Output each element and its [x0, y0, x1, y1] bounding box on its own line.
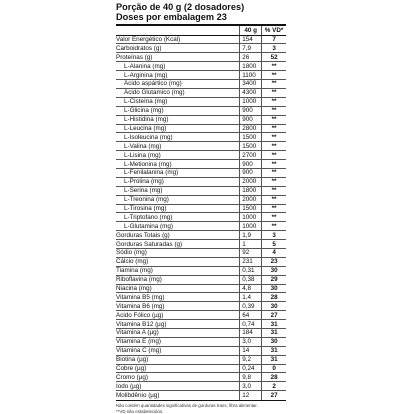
- nutrient-amount: 3,0: [239, 382, 261, 390]
- nutrient-name: Cobre (µg): [116, 364, 147, 372]
- nutrient-name: Sódio (mg): [116, 249, 147, 257]
- table-row: [116, 187, 286, 196]
- nutrient-name: Iodo (µg): [116, 382, 142, 390]
- nutrient-amount: 1000: [239, 98, 261, 106]
- nutrient-rows: [116, 36, 286, 401]
- nutrient-amount: 0,31: [239, 267, 261, 275]
- table-row: [116, 36, 286, 45]
- nutrient-vd: 3: [261, 44, 286, 52]
- nutrient-vd: **: [261, 71, 286, 79]
- nutrient-name: L-Fenilalanina (mg): [124, 169, 179, 177]
- nutrient-amount: 64: [239, 311, 261, 319]
- nutrient-name: Tiamina (mg): [116, 267, 153, 275]
- nutrient-name: L-Leucina (mg): [124, 124, 167, 132]
- nutrient-amount: 1: [239, 240, 261, 248]
- nutrient-vd: **: [261, 178, 286, 186]
- nutrient-name: Vitamina E (mg): [116, 338, 162, 346]
- table-row: [116, 338, 286, 347]
- nutrient-vd: **: [261, 80, 286, 88]
- nutrient-name: Gorduras Totais (g): [116, 231, 170, 239]
- nutrient-vd: 2: [261, 382, 286, 390]
- nutrient-amount: 12: [239, 391, 261, 400]
- nutrient-name: L-Glicina (mg): [124, 107, 164, 115]
- nutrient-vd: **: [261, 125, 286, 133]
- nutrient-amount: 0,74: [239, 320, 261, 328]
- nutrient-vd: 0: [261, 365, 286, 373]
- table-row: [116, 382, 286, 391]
- nutrient-vd: **: [261, 222, 286, 230]
- nutrient-vd: **: [261, 169, 286, 177]
- nutrient-name: Vitamina A (µg): [116, 329, 159, 337]
- nutrient-vd: **: [261, 107, 286, 115]
- nutrient-vd: **: [261, 213, 286, 221]
- nutrient-vd: 30: [261, 338, 286, 346]
- table-row: [116, 347, 286, 356]
- nutrient-amount: 0,39: [239, 302, 261, 310]
- nutrient-amount: 900: [239, 160, 261, 168]
- nutrient-name: L-Histidina (mg): [124, 116, 169, 124]
- nutrient-amount: 1,9: [239, 231, 261, 239]
- nutrient-name: Niacina (mg): [116, 284, 152, 292]
- nutrient-amount: 4,8: [239, 285, 261, 293]
- nutrient-vd: **: [261, 98, 286, 106]
- nutrient-vd: 30: [261, 267, 286, 275]
- table-row: [116, 293, 286, 302]
- nutrient-name: L-Prolina (mg): [124, 178, 164, 186]
- nutrient-name: Carboidratos (g): [116, 44, 162, 52]
- table-row: [116, 125, 286, 134]
- nutrient-vd: 31: [261, 347, 286, 355]
- nutrient-vd: **: [261, 89, 286, 97]
- table-row: [116, 231, 286, 240]
- nutrient-name: L-Triptofano (mg): [124, 213, 173, 221]
- nutrient-name: L-Metionina (mg): [124, 160, 172, 168]
- footnote-trans-fat: Não contém quantidades significativas de gorduras trans, fibra alimentar.: [116, 403, 258, 409]
- nutrient-vd: **: [261, 205, 286, 213]
- nutrient-name: L-Isoleucina (mg): [124, 133, 173, 141]
- table-row: [116, 53, 286, 62]
- nutrient-vd: 29: [261, 276, 286, 284]
- table-row: [116, 89, 286, 98]
- table-row: [116, 222, 286, 231]
- table-row: [116, 320, 286, 329]
- table-row: [116, 80, 286, 89]
- table-row: [116, 169, 286, 178]
- nutrient-vd: 28: [261, 373, 286, 381]
- nutrient-amount: 900: [239, 169, 261, 177]
- nutrient-vd: **: [261, 142, 286, 150]
- table-row: [116, 373, 286, 382]
- footnote-vd: **VD não estabelecidos.: [116, 408, 164, 414]
- table-row: [116, 311, 286, 320]
- nutrient-vd: 52: [261, 53, 286, 61]
- nutrient-vd: 4: [261, 249, 286, 257]
- nutrient-amount: 2000: [239, 196, 261, 204]
- nutrient-amount: 1800: [239, 187, 261, 195]
- header-vd-cell: % VD*: [261, 26, 286, 35]
- nutrient-vd: **: [261, 160, 286, 168]
- nutrient-amount: 14: [239, 347, 261, 355]
- nutrient-amount: 1500: [239, 142, 261, 150]
- table-row: [116, 62, 286, 71]
- nutrient-amount: 1500: [239, 205, 261, 213]
- nutrient-name: L-Serina (mg): [124, 187, 163, 195]
- table-row: [116, 98, 286, 107]
- serving-size-heading: Porção de 40 g (2 dosadores): [116, 2, 245, 12]
- nutrient-amount: 184: [239, 329, 261, 337]
- table-row: [116, 329, 286, 338]
- nutrient-amount: 1800: [239, 62, 261, 70]
- table-row: [116, 267, 286, 276]
- table-row: [116, 302, 286, 311]
- nutrient-amount: 26: [239, 53, 261, 61]
- nutrient-name: Ácido Fólico (µg): [116, 311, 164, 319]
- table-row: [116, 196, 286, 205]
- nutrient-amount: 3,0: [239, 338, 261, 346]
- nutrient-amount: 9,8: [239, 373, 261, 381]
- nutrient-amount: 7,9: [239, 44, 261, 52]
- nutrient-amount: 4300: [239, 89, 261, 97]
- table-row: [116, 365, 286, 374]
- nutrient-name: Vitamina B5 (mg): [116, 293, 165, 301]
- table-row: [116, 213, 286, 222]
- nutrient-amount: 1100: [239, 71, 261, 79]
- table-row: [116, 44, 286, 53]
- nutrient-vd: 5: [261, 240, 286, 248]
- nutrient-vd: 3: [261, 231, 286, 239]
- nutrient-vd: **: [261, 62, 286, 70]
- table-row: [116, 391, 286, 400]
- nutrient-vd: 31: [261, 329, 286, 337]
- nutrient-amount: 0,38: [239, 276, 261, 284]
- table-row: [116, 249, 286, 258]
- nutrient-amount: 1000: [239, 222, 261, 230]
- nutrient-name: L-Tirosina (mg): [124, 204, 167, 212]
- nutrient-amount: 2000: [239, 178, 261, 186]
- nutrient-amount: 92: [239, 249, 261, 257]
- nutrient-amount: 900: [239, 107, 261, 115]
- nutrient-name: Valor Energético (Kcal): [116, 36, 181, 44]
- nutrient-name: Vitamina B12 (µg): [116, 320, 167, 328]
- nutrient-amount: 231: [239, 258, 261, 266]
- table-header-row: [116, 26, 286, 36]
- table-row: [116, 356, 286, 365]
- nutrition-table: [116, 24, 286, 401]
- nutrient-name: Cálcio (mg): [116, 258, 149, 266]
- nutrient-name: Vitamina C (mg): [116, 347, 162, 355]
- table-row: [116, 276, 286, 285]
- nutrient-name: L-Valina (mg): [124, 142, 162, 150]
- nutrient-amount: 1500: [239, 133, 261, 141]
- nutrient-vd: **: [261, 151, 286, 159]
- nutrient-name: L-Treonina (mg): [124, 196, 169, 204]
- nutrient-name: Biotina (µg): [116, 356, 149, 364]
- table-row: [116, 205, 286, 214]
- nutrient-vd: 7: [261, 36, 286, 44]
- nutrient-amount: 2700: [239, 151, 261, 159]
- nutrient-vd: 28: [261, 293, 286, 301]
- nutrient-name: Molibdênio (µg): [116, 392, 160, 400]
- nutrient-amount: 1000: [239, 213, 261, 221]
- nutrient-vd: **: [261, 196, 286, 204]
- nutrient-vd: **: [261, 187, 286, 195]
- table-row: [116, 107, 286, 116]
- header-amount-cell: 40 g: [239, 26, 261, 35]
- nutrient-amount: 900: [239, 116, 261, 124]
- nutrient-name: L-Arginina (mg): [124, 71, 168, 79]
- nutrient-name: Ácido Glutamico (mg): [124, 89, 185, 97]
- nutrient-name: L-Cisteína (mg): [124, 98, 168, 106]
- nutrient-vd: **: [261, 116, 286, 124]
- table-row: [116, 116, 286, 125]
- nutrient-name: Proteínas (g): [116, 53, 153, 61]
- nutrient-name: L-Lisina (mg): [124, 151, 161, 159]
- nutrient-name: L-Glutamina (mg): [124, 222, 173, 230]
- nutrient-vd: 27: [261, 311, 286, 319]
- nutrition-facts-label: [116, 2, 286, 414]
- table-row: [116, 71, 286, 80]
- nutrient-name: Cromo (µg): [116, 373, 148, 381]
- nutrient-amount: 0,24: [239, 365, 261, 373]
- table-row: [116, 160, 286, 169]
- nutrient-amount: 3400: [239, 80, 261, 88]
- nutrient-amount: 154: [239, 36, 261, 44]
- table-row: [116, 178, 286, 187]
- table-row: [116, 240, 286, 249]
- nutrient-name: L-Alanina (mg): [124, 62, 166, 70]
- nutrient-name: Vitamina B6 (mg): [116, 302, 165, 310]
- nutrient-vd: **: [261, 133, 286, 141]
- nutrient-amount: 2800: [239, 125, 261, 133]
- table-row: [116, 133, 286, 142]
- nutrient-vd: 30: [261, 302, 286, 310]
- nutrient-amount: 1,4: [239, 293, 261, 301]
- table-row: [116, 151, 286, 160]
- nutrient-vd: 27: [261, 391, 286, 400]
- nutrient-name: Ácido aspártico (mg): [124, 80, 182, 88]
- nutrient-vd: 31: [261, 356, 286, 364]
- nutrient-name: Gorduras Saturadas (g): [116, 240, 183, 248]
- servings-per-package-heading: Doses por embalagem 23: [116, 12, 227, 22]
- table-row: [116, 285, 286, 294]
- nutrient-vd: 30: [261, 285, 286, 293]
- table-row: [116, 258, 286, 267]
- table-row: [116, 142, 286, 151]
- nutrient-amount: 9,2: [239, 356, 261, 364]
- nutrient-vd: 31: [261, 320, 286, 328]
- nutrient-name: Riboflavina (mg): [116, 276, 162, 284]
- nutrient-vd: 23: [261, 258, 286, 266]
